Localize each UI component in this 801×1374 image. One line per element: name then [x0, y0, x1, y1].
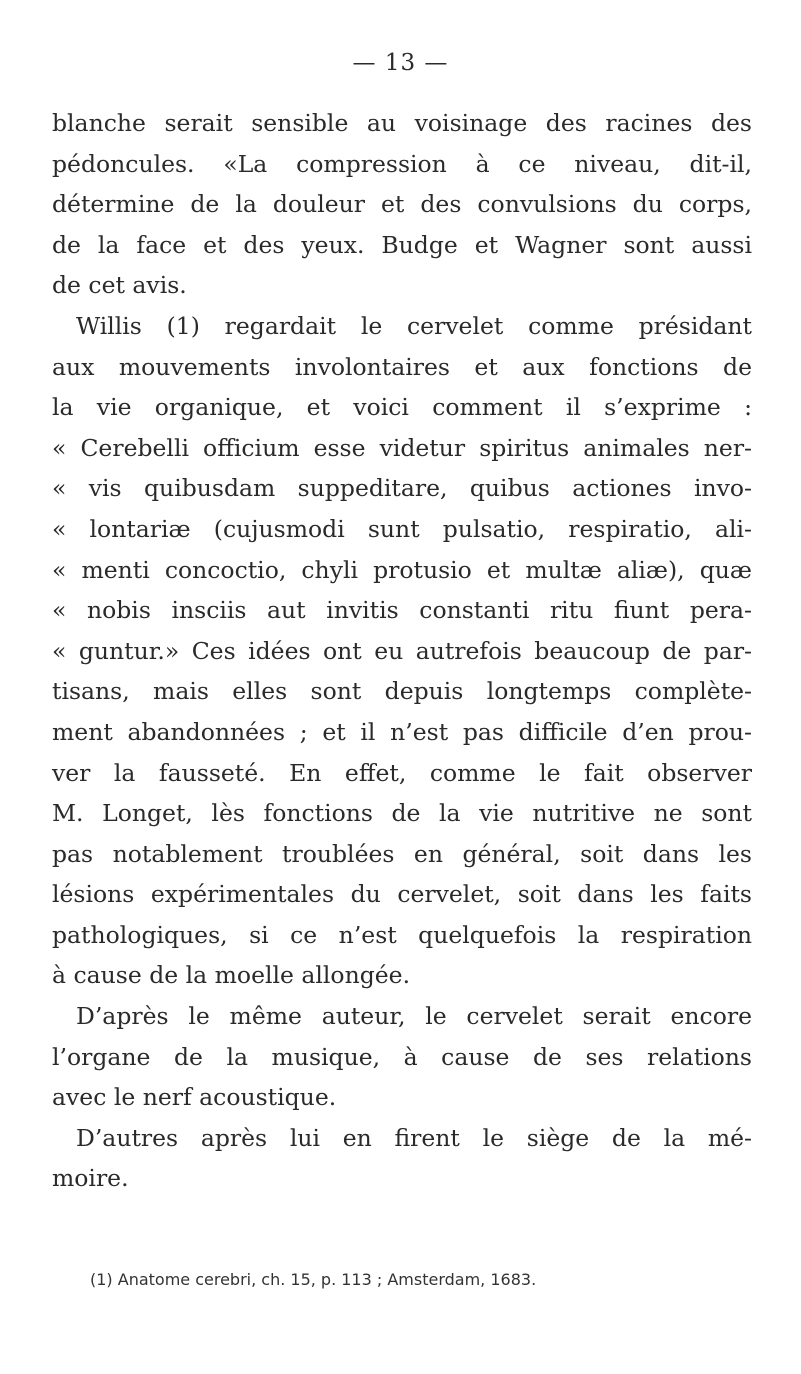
text-line: tisans, mais elles sont depuis longtemps complète- [52, 677, 752, 706]
text-line: « lontariæ (cujusmodi sunt pulsatio, respiratio, ali- [52, 514, 752, 543]
text-line: la vie organique, et voici comment il s’exprime : [52, 393, 752, 422]
text-line: D’après le même auteur, le cervelet serait encore [76, 1002, 752, 1031]
text-line: ver la fausseté. En effet, comme le fait observer [52, 758, 752, 787]
text-line: aux mouvements involontaires et aux fonctions de [52, 352, 752, 381]
body-text [52, 103, 752, 1199]
text-line: « Cerebelli officium esse videtur spiritus animales ner- [52, 433, 752, 462]
text-line: moire. [52, 1164, 129, 1193]
page-number: — 13 — [352, 50, 449, 76]
text-line: à cause de la moelle allongée. [52, 961, 411, 990]
text-line: pédoncules. «La compression à ce niveau, dit-il, [52, 149, 752, 178]
text-line: « guntur.» Ces idées ont eu autrefois beaucoup de par- [52, 636, 752, 665]
text-line: blanche serait sensible au voisinage des racines des [52, 109, 752, 137]
text-line: de cet avis. [52, 271, 187, 300]
footnote: (1) Anatome cerebri, ch. 15, p. 113 ; Amsterdam, 1683. [90, 1270, 537, 1289]
text-line: M. Longet, lès fonctions de la vie nutritive ne sont [52, 799, 752, 828]
text-line: de la face et des yeux. Budge et Wagner sont aussi [52, 230, 752, 259]
text-line: pas notablement troublées en général, soit dans les [52, 839, 752, 868]
text-line: détermine de la douleur et des convulsions du corps, [52, 190, 752, 219]
text-line: « menti concoctio, chyli protusio et multæ aliæ), quæ [52, 555, 752, 584]
text-line: D’autres après lui en firent le siège de la mé- [76, 1123, 752, 1152]
text-line: Willis (1) regardait le cervelet comme présidant [76, 311, 752, 340]
text-line: « nobis insciis aut invitis constanti ritu fiunt pera- [52, 596, 752, 625]
text-line: lésions expérimentales du cervelet, soit dans les faits [52, 880, 752, 909]
text-line: l’organe de la musique, à cause de ses relations [52, 1042, 752, 1071]
text-line: « vis quibusdam suppeditare, quibus actiones invo- [52, 474, 752, 503]
text-line: avec le nerf acoustique. [52, 1083, 337, 1112]
text-line: ment abandonnées ; et il n’est pas difficile d’en prou- [52, 717, 752, 746]
text-line: pathologiques, si ce n’est quelquefois la respiration [52, 920, 752, 949]
